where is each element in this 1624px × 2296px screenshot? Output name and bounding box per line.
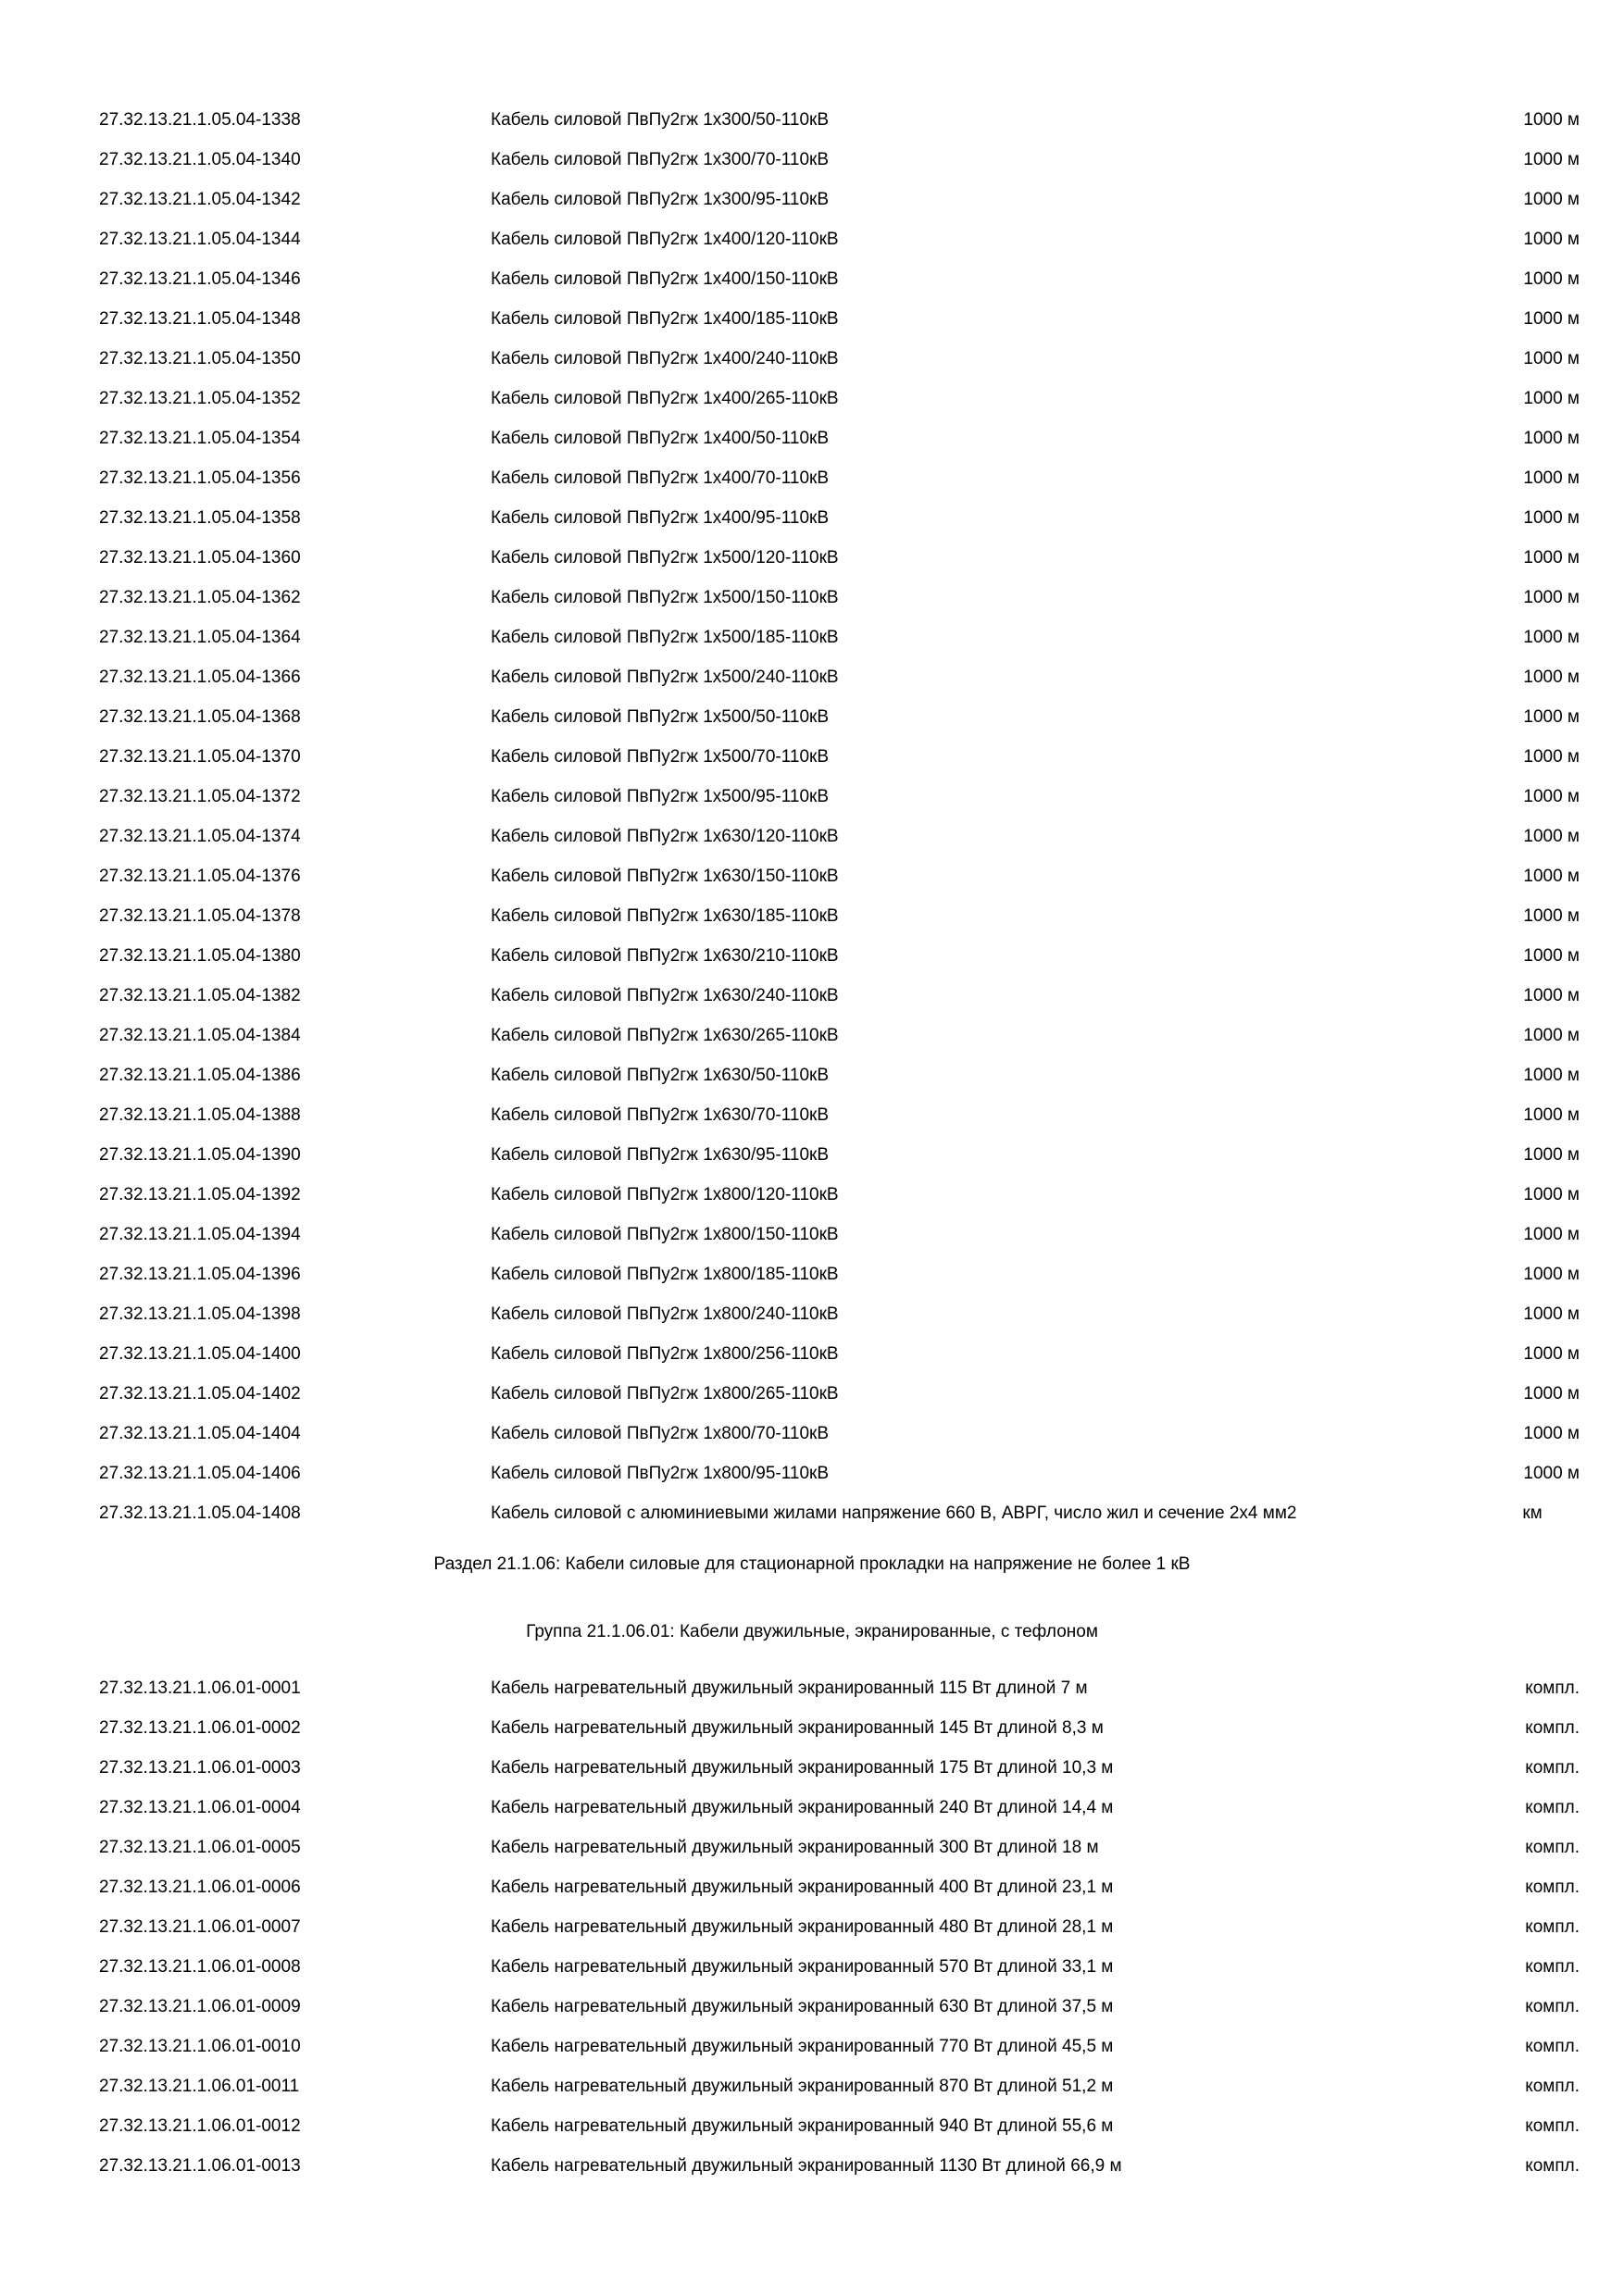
item-unit: 1000 м: [1523, 190, 1580, 209]
table-row: [0, 2066, 1624, 2106]
table-row: [0, 1708, 1624, 1748]
item-name: Кабель нагревательный двужильный экранированный 770 Вт длиной 45,5 м: [491, 2037, 1114, 2056]
table-row: [0, 1828, 1624, 1867]
item-unit: компл.: [1525, 1878, 1580, 1897]
item-code: 27.32.13.21.1.05.04-1366: [99, 668, 301, 687]
item-code: 27.32.13.21.1.05.04-1404: [99, 1424, 301, 1443]
item-code: 27.32.13.21.1.05.04-1392: [99, 1185, 301, 1204]
table-row: [0, 379, 1624, 418]
item-code: 27.32.13.21.1.05.04-1368: [99, 707, 301, 727]
item-unit: компл.: [1525, 2116, 1580, 2136]
item-name: Кабель силовой ПвПу2гж 1х400/95-110кВ: [491, 508, 829, 528]
item-name: Кабель силовой с алюминиевыми жилами напряжение 660 В, АВРГ, число жил и сечение 2х4 мм2: [491, 1504, 1297, 1523]
item-code: 27.32.13.21.1.05.04-1394: [99, 1225, 301, 1244]
item-unit: 1000 м: [1523, 230, 1580, 249]
item-name: Кабель нагревательный двужильный экранированный 570 Вт длиной 33,1 м: [491, 1957, 1114, 1977]
table-row: [0, 1867, 1624, 1907]
table-row: [0, 1374, 1624, 1414]
item-unit: 1000 м: [1523, 309, 1580, 329]
item-unit: 1000 м: [1523, 1185, 1580, 1204]
item-unit: компл.: [1525, 1758, 1580, 1778]
item-code: 27.32.13.21.1.05.04-1364: [99, 628, 301, 647]
table-row: [0, 1215, 1624, 1254]
item-unit: 1000 м: [1523, 787, 1580, 806]
table-row: [0, 1788, 1624, 1828]
item-name: Кабель силовой ПвПу2гж 1х800/70-110кВ: [491, 1424, 829, 1443]
table-row: [0, 1055, 1624, 1095]
table-row: [0, 1987, 1624, 2027]
item-unit: компл.: [1525, 2037, 1580, 2056]
item-unit: 1000 м: [1523, 389, 1580, 408]
item-unit: км: [1522, 1504, 1543, 1523]
item-unit: 1000 м: [1523, 827, 1580, 846]
item-code: 27.32.13.21.1.05.04-1344: [99, 230, 301, 249]
item-unit: 1000 м: [1523, 1145, 1580, 1165]
item-name: Кабель нагревательный двужильный экранированный 480 Вт длиной 28,1 м: [491, 1917, 1114, 1937]
table-row: [0, 1454, 1624, 1493]
item-unit: компл.: [1525, 1798, 1580, 1817]
item-code: 27.32.13.21.1.05.04-1386: [99, 1066, 301, 1085]
item-code: 27.32.13.21.1.05.04-1356: [99, 468, 301, 488]
item-code: 27.32.13.21.1.05.04-1390: [99, 1145, 301, 1165]
item-name: Кабель силовой ПвПу2гж 1х400/120-110кВ: [491, 230, 839, 249]
item-name: Кабель силовой ПвПу2гж 1х630/120-110кВ: [491, 827, 839, 846]
item-unit: 1000 м: [1523, 1265, 1580, 1284]
item-code: 27.32.13.21.1.05.04-1374: [99, 827, 301, 846]
item-unit: 1000 м: [1523, 707, 1580, 727]
table-row: [0, 1493, 1624, 1533]
table-row: [0, 976, 1624, 1016]
item-code: 27.32.13.21.1.05.04-1358: [99, 508, 301, 528]
item-code: 27.32.13.21.1.06.01-0004: [99, 1798, 301, 1817]
item-code: 27.32.13.21.1.05.04-1348: [99, 309, 301, 329]
item-unit: 1000 м: [1523, 906, 1580, 926]
item-code: 27.32.13.21.1.06.01-0005: [99, 1838, 301, 1857]
item-code: 27.32.13.21.1.06.01-0003: [99, 1758, 301, 1778]
item-name: Кабель силовой ПвПу2гж 1х800/240-110кВ: [491, 1304, 839, 1324]
table-row: [0, 339, 1624, 379]
item-unit: 1000 м: [1523, 1304, 1580, 1324]
item-unit: 1000 м: [1523, 349, 1580, 368]
item-unit: компл.: [1525, 1997, 1580, 2016]
table-row: [0, 697, 1624, 737]
item-name: Кабель силовой ПвПу2гж 1х630/210-110кВ: [491, 946, 839, 966]
table-row: [0, 1294, 1624, 1334]
item-code: 27.32.13.21.1.05.04-1338: [99, 110, 301, 130]
item-code: 27.32.13.21.1.05.04-1354: [99, 429, 301, 448]
item-code: 27.32.13.21.1.05.04-1380: [99, 946, 301, 966]
item-unit: 1000 м: [1523, 668, 1580, 687]
item-code: 27.32.13.21.1.05.04-1352: [99, 389, 301, 408]
item-code: 27.32.13.21.1.05.04-1372: [99, 787, 301, 806]
item-name: Кабель силовой ПвПу2гж 1х300/50-110кВ: [491, 110, 829, 130]
table-row: [0, 1254, 1624, 1294]
table-row: [0, 180, 1624, 219]
item-code: 27.32.13.21.1.05.04-1340: [99, 150, 301, 169]
item-name: Кабель силовой ПвПу2гж 1х400/265-110кВ: [491, 389, 839, 408]
item-code: 27.32.13.21.1.05.04-1360: [99, 548, 301, 568]
item-name: Кабель силовой ПвПу2гж 1х400/185-110кВ: [491, 309, 839, 329]
item-unit: компл.: [1525, 2077, 1580, 2096]
item-name: Кабель силовой ПвПу2гж 1х630/265-110кВ: [491, 1026, 839, 1045]
table-row: [0, 1907, 1624, 1947]
item-name: Кабель силовой ПвПу2гж 1х800/150-110кВ: [491, 1225, 839, 1244]
item-unit: 1000 м: [1523, 1066, 1580, 1085]
item-code: 27.32.13.21.1.05.04-1400: [99, 1344, 301, 1364]
table-row: [0, 219, 1624, 259]
item-name: Кабель силовой ПвПу2гж 1х800/120-110кВ: [491, 1185, 839, 1204]
table-row: [0, 498, 1624, 538]
item-unit: 1000 м: [1523, 1464, 1580, 1483]
table-row: [0, 2106, 1624, 2146]
item-name: Кабель силовой ПвПу2гж 1х400/50-110кВ: [491, 429, 829, 448]
item-unit: 1000 м: [1523, 429, 1580, 448]
table-row: [0, 817, 1624, 856]
item-name: Кабель силовой ПвПу2гж 1х630/70-110кВ: [491, 1105, 829, 1125]
table-row: [0, 856, 1624, 896]
table-row: [0, 657, 1624, 697]
item-unit: компл.: [1525, 1917, 1580, 1937]
item-code: 27.32.13.21.1.06.01-0006: [99, 1878, 301, 1897]
item-code: 27.32.13.21.1.06.01-0002: [99, 1718, 301, 1738]
table-row: [0, 1175, 1624, 1215]
item-name: Кабель нагревательный двужильный экранированный 240 Вт длиной 14,4 м: [491, 1798, 1114, 1817]
item-name: Кабель силовой ПвПу2гж 1х500/150-110кВ: [491, 588, 839, 607]
item-code: 27.32.13.21.1.05.04-1378: [99, 906, 301, 926]
item-unit: 1000 м: [1523, 1105, 1580, 1125]
table-row: [0, 458, 1624, 498]
item-unit: 1000 м: [1523, 269, 1580, 289]
table-row: [0, 299, 1624, 339]
item-code: 27.32.13.21.1.06.01-0001: [99, 1678, 301, 1698]
item-code: 27.32.13.21.1.06.01-0013: [99, 2156, 301, 2176]
item-name: Кабель нагревательный двужильный экранированный 115 Вт длиной 7 м: [491, 1678, 1088, 1698]
item-code: 27.32.13.21.1.06.01-0009: [99, 1997, 301, 2016]
item-name: Кабель нагревательный двужильный экранированный 870 Вт длиной 51,2 м: [491, 2077, 1114, 2096]
table-row: [0, 538, 1624, 578]
item-unit: 1000 м: [1523, 1225, 1580, 1244]
item-name: Кабель силовой ПвПу2гж 1х800/256-110кВ: [491, 1344, 839, 1364]
cable-list-section-05: [0, 100, 1624, 1533]
item-code: 27.32.13.21.1.05.04-1342: [99, 190, 301, 209]
table-row: [0, 1748, 1624, 1788]
item-unit: 1000 м: [1523, 867, 1580, 886]
item-name: Кабель силовой ПвПу2гж 1х500/70-110кВ: [491, 747, 829, 767]
section-heading: Раздел 21.1.06: Кабели силовые для стационарной прокладки на напряжение не более 1 кВ: [433, 1554, 1191, 1574]
table-row: [0, 1016, 1624, 1055]
table-row: [0, 896, 1624, 936]
item-unit: 1000 м: [1523, 110, 1580, 130]
item-name: Кабель силовой ПвПу2гж 1х500/95-110кВ: [491, 787, 829, 806]
item-unit: 1000 м: [1523, 986, 1580, 1005]
item-name: Кабель силовой ПвПу2гж 1х800/265-110кВ: [491, 1384, 839, 1404]
table-row: [0, 140, 1624, 180]
item-name: Кабель нагревательный двужильный экранированный 940 Вт длиной 55,6 м: [491, 2116, 1114, 2136]
item-unit: 1000 м: [1523, 468, 1580, 488]
item-name: Кабель нагревательный двужильный экранированный 630 Вт длиной 37,5 м: [491, 1997, 1114, 2016]
table-row: [0, 777, 1624, 817]
table-row: [0, 418, 1624, 458]
item-code: 27.32.13.21.1.06.01-0012: [99, 2116, 301, 2136]
item-unit: компл.: [1525, 1678, 1580, 1698]
item-unit: 1000 м: [1523, 150, 1580, 169]
item-code: 27.32.13.21.1.05.04-1384: [99, 1026, 301, 1045]
table-row: [0, 2027, 1624, 2066]
table-row: [0, 259, 1624, 299]
item-name: Кабель силовой ПвПу2гж 1х630/150-110кВ: [491, 867, 839, 886]
item-unit: компл.: [1525, 1957, 1580, 1977]
table-row: [0, 1334, 1624, 1374]
table-row: [0, 1414, 1624, 1454]
item-name: Кабель силовой ПвПу2гж 1х630/240-110кВ: [491, 986, 839, 1005]
item-unit: 1000 м: [1523, 946, 1580, 966]
item-unit: 1000 м: [1523, 1344, 1580, 1364]
item-unit: компл.: [1525, 1838, 1580, 1857]
item-name: Кабель силовой ПвПу2гж 1х300/95-110кВ: [491, 190, 829, 209]
item-code: 27.32.13.21.1.05.04-1388: [99, 1105, 301, 1125]
item-name: Кабель нагревательный двужильный экранированный 300 Вт длиной 18 м: [491, 1838, 1099, 1857]
item-unit: 1000 м: [1523, 1384, 1580, 1404]
item-code: 27.32.13.21.1.06.01-0007: [99, 1917, 301, 1937]
item-code: 27.32.13.21.1.05.04-1382: [99, 986, 301, 1005]
item-code: 27.32.13.21.1.06.01-0008: [99, 1957, 301, 1977]
table-row: [0, 737, 1624, 777]
item-code: 27.32.13.21.1.05.04-1350: [99, 349, 301, 368]
item-name: Кабель силовой ПвПу2гж 1х500/185-110кВ: [491, 628, 839, 647]
item-unit: 1000 м: [1523, 1026, 1580, 1045]
item-unit: 1000 м: [1523, 548, 1580, 568]
table-row: [0, 1095, 1624, 1135]
item-unit: 1000 м: [1523, 588, 1580, 607]
item-code: 27.32.13.21.1.05.04-1396: [99, 1265, 301, 1284]
group-heading: Группа 21.1.06.01: Кабели двужильные, экранированные, с тефлоном: [526, 1622, 1098, 1641]
item-code: 27.32.13.21.1.05.04-1406: [99, 1464, 301, 1483]
cable-list-group-06-01: [0, 1668, 1624, 2186]
table-row: [0, 1135, 1624, 1175]
table-row: [0, 936, 1624, 976]
item-name: Кабель силовой ПвПу2гж 1х400/240-110кВ: [491, 349, 839, 368]
item-unit: 1000 м: [1523, 628, 1580, 647]
item-code: 27.32.13.21.1.06.01-0011: [99, 2077, 300, 2096]
item-code: 27.32.13.21.1.05.04-1346: [99, 269, 301, 289]
table-row: [0, 578, 1624, 618]
item-name: Кабель силовой ПвПу2гж 1х800/185-110кВ: [491, 1265, 839, 1284]
item-name: Кабель силовой ПвПу2гж 1х500/120-110кВ: [491, 548, 839, 568]
item-unit: 1000 м: [1523, 747, 1580, 767]
table-row: [0, 2146, 1624, 2186]
item-name: Кабель нагревательный двужильный экранированный 145 Вт длиной 8,3 м: [491, 1718, 1104, 1738]
item-unit: 1000 м: [1523, 508, 1580, 528]
item-code: 27.32.13.21.1.05.04-1376: [99, 867, 301, 886]
item-name: Кабель силовой ПвПу2гж 1х500/240-110кВ: [491, 668, 839, 687]
item-unit: компл.: [1525, 2156, 1580, 2176]
item-code: 27.32.13.21.1.05.04-1408: [99, 1504, 301, 1523]
item-code: 27.32.13.21.1.05.04-1362: [99, 588, 301, 607]
item-name: Кабель нагревательный двужильный экранированный 400 Вт длиной 23,1 м: [491, 1878, 1114, 1897]
item-code: 27.32.13.21.1.05.04-1370: [99, 747, 301, 767]
item-unit: компл.: [1525, 1718, 1580, 1738]
item-unit: 1000 м: [1523, 1424, 1580, 1443]
item-name: Кабель силовой ПвПу2гж 1х630/185-110кВ: [491, 906, 839, 926]
item-name: Кабель силовой ПвПу2гж 1х630/95-110кВ: [491, 1145, 829, 1165]
item-name: Кабель силовой ПвПу2гж 1х400/70-110кВ: [491, 468, 829, 488]
item-name: Кабель силовой ПвПу2гж 1х300/70-110кВ: [491, 150, 829, 169]
table-row: [0, 1668, 1624, 1708]
item-name: Кабель силовой ПвПу2гж 1х500/50-110кВ: [491, 707, 829, 727]
item-name: Кабель силовой ПвПу2гж 1х400/150-110кВ: [491, 269, 839, 289]
table-row: [0, 1947, 1624, 1987]
item-code: 27.32.13.21.1.06.01-0010: [99, 2037, 301, 2056]
item-name: Кабель нагревательный двужильный экранированный 1130 Вт длиной 66,9 м: [491, 2156, 1122, 2176]
table-row: [0, 100, 1624, 140]
table-row: [0, 618, 1624, 657]
item-code: 27.32.13.21.1.05.04-1402: [99, 1384, 301, 1404]
item-code: 27.32.13.21.1.05.04-1398: [99, 1304, 301, 1324]
item-name: Кабель нагревательный двужильный экранированный 175 Вт длиной 10,3 м: [491, 1758, 1114, 1778]
item-name: Кабель силовой ПвПу2гж 1х800/95-110кВ: [491, 1464, 829, 1483]
item-name: Кабель силовой ПвПу2гж 1х630/50-110кВ: [491, 1066, 829, 1085]
